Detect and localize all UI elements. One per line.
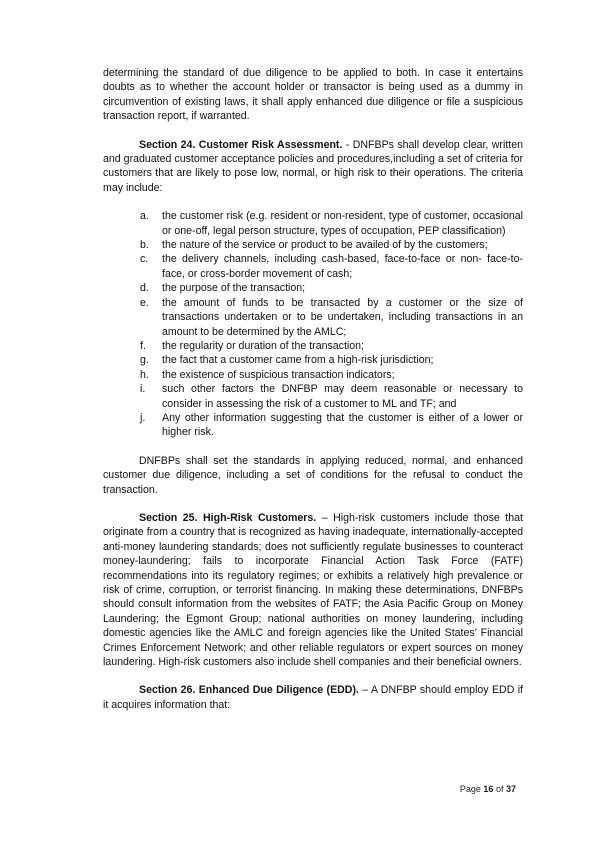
page-number — [460, 784, 516, 794]
list-item-letter: i. — [140, 383, 146, 396]
section-26-body: – A DNFBP should employ EDD if it acquires information that: — [103, 684, 524, 711]
list-item-text: the fact that a customer came from a high-risk jurisdiction; — [162, 354, 434, 367]
list-item — [103, 368, 523, 382]
list-item-letter: f. — [140, 339, 146, 352]
list-item — [103, 411, 523, 440]
list-item-letter: g. — [140, 354, 149, 367]
list-item-text: the regularity or duration of the transaction; — [162, 339, 364, 352]
list-item — [103, 238, 523, 252]
section-25-body: – High-risk customers include those that originate from a country that is recognized as having inadequate, internationally-accepted anti-money laundering standards; does not sufficiently regulate businesses to counteract money-laundering; fails to incorporate Financial Action Task Force (FATF) recommendations into its regulatory regimes; or exhibits a relatively high prevalence or risk of crime, corruption, or terrorist financing. In making these determinations, DNFBPs should consult information from the websites of FATF; the Asia Pacific Group on Money Laundering; the Egmont Group; national authorities on money laundering, including domestic agencies like the AMLC and foreign agencies like the United States’ Financial Crimes Enforcement Network; and other reliable regulators or expert sources on money laundering. High-risk customers also include shell companies and their beneficial owners. — [103, 511, 523, 669]
list-item-letter: a. — [140, 210, 149, 223]
list-item-letter: h. — [140, 368, 149, 381]
criteria-list — [103, 209, 523, 440]
list-item-letter: c. — [140, 253, 149, 266]
list-item — [103, 296, 523, 339]
page-word: Page — [459, 784, 481, 794]
current-page: 16 — [483, 784, 494, 794]
list-item-letter: j. — [140, 411, 146, 424]
section-24-body: - DNFBPs shall develop clear, written and graduated customer acceptance policies and procedures,including a set of criteria for customers that are likely to pose low, normal, or high risk to their operations. The criteria may include: — [103, 138, 523, 194]
section-26-heading: Section 26. Enhanced Due Diligence (EDD). — [139, 684, 359, 697]
section-25-heading: Section 25. High-Risk Customers. — [139, 511, 317, 524]
list-item-text: such other factors the DNFBP may deem reasonable or necessary to consider in assessing the risk of a customer to ML and TF; and — [162, 383, 523, 410]
list-item-text: the customer risk (e.g. resident or non-resident, type of customer, occasional or one-off, legal person structure, types of occupation, PEP classification) — [162, 210, 523, 237]
section-24-closing: DNFBPs shall set the standards in applying reduced, normal, and enhanced customer due diligence, including a set of conditions for the refusal to conduct the transaction. — [103, 454, 523, 496]
list-item — [103, 339, 523, 353]
list-item — [103, 281, 523, 295]
list-item — [103, 353, 523, 367]
list-item-text: the delivery channels, including cash-based, face-to-face or non- face-to-face, or cross-border movement of cash; — [162, 253, 523, 280]
list-item-text: the existence of suspicious transaction indicators; — [162, 368, 395, 381]
page-content — [103, 66, 523, 712]
continuation-paragraph: determining the standard of due diligence to be applied to both. In case it entertains doubts as to whether the account holder or transactor is being used as a dummy in circumvention of existing laws, it shall apply enhanced due diligence or file a suspicious transaction report, if warranted. — [103, 67, 523, 123]
list-item — [103, 252, 523, 281]
total-pages: 37 — [505, 784, 516, 794]
section-24-paragraph — [103, 138, 523, 196]
list-item — [103, 209, 523, 238]
list-item-letter: e. — [140, 296, 149, 309]
list-item-letter: b. — [140, 239, 149, 252]
list-item — [103, 382, 523, 411]
list-item-text: the amount of funds to be transacted by a customer or the size of transactions undertaken or to be undertaken, including transactions in an amount to be determined by the AMLC; — [162, 296, 523, 338]
list-item-text: the purpose of the transaction; — [162, 282, 306, 295]
section-24-heading: Section 24. Customer Risk Assessment. — [139, 138, 343, 151]
section-26-paragraph — [103, 683, 523, 712]
list-item-text: the nature of the service or product to be availed of by the customers; — [162, 239, 488, 252]
list-item-letter: d. — [140, 282, 149, 295]
section-25-paragraph — [103, 511, 523, 669]
list-item-text: Any other information suggesting that the customer is either of a lower or higher risk. — [162, 411, 523, 439]
of-word: of — [495, 784, 504, 794]
